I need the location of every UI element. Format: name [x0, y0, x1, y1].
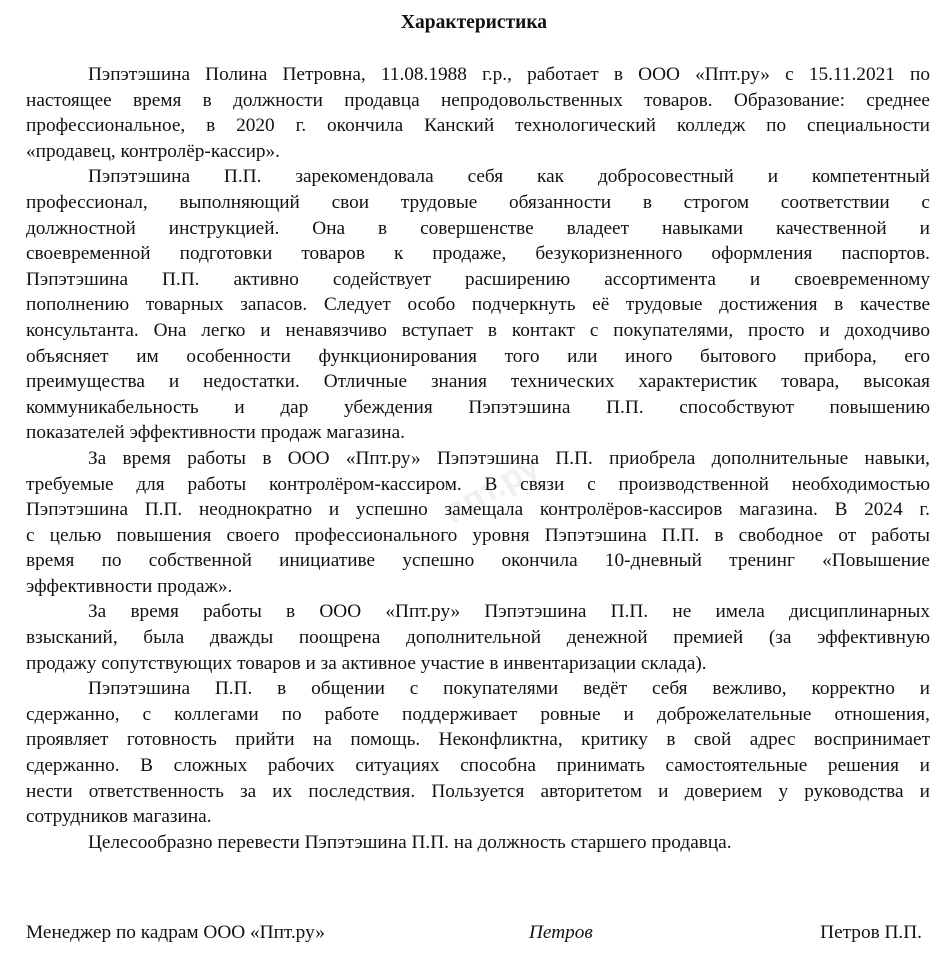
paragraph — [26, 164, 930, 446]
text-line: своевременной подготовки товаров к продаже, безукоризненного оформления паспортов. — [26, 243, 930, 265]
signatory-name: Петров П.П. — [820, 922, 922, 943]
text-line: Пэпэтэшина П.П. активно содействует расширению ассортимента и своевременному — [26, 268, 930, 290]
paragraph — [26, 676, 930, 830]
document-title: Характеристика — [400, 12, 548, 33]
text-line: время по собственной инициативе успешно окончила 10-дневный тренинг «Повышение — [26, 550, 930, 572]
text-line: показателей эффективности продаж магазина. — [26, 422, 405, 444]
paragraph — [26, 830, 930, 856]
text-line: продажу сопутствующих товаров и за активное участие в инвентаризации склада). — [26, 652, 707, 674]
text-line: Целесообразно перевести Пэпэтэшина П.П. на должность старшего продавца. — [88, 831, 732, 853]
handwritten-signature: Петров — [529, 922, 593, 943]
text-line: коммуникабельность и дар убеждения Пэпэтэшина П.П. способствуют повышению — [26, 396, 930, 418]
text-line: объясняет им особенности функционирования того или иного бытового прибора, его — [26, 345, 930, 367]
paragraph — [26, 446, 930, 600]
text-line: Пэпэтэшина П.П. зарекомендовала себя как добросовестный и компетентный — [88, 166, 930, 188]
text-line: консультанта. Она легко и ненавязчиво вступает в контакт с покупателями, просто и доходчиво — [26, 319, 930, 341]
text-line: взысканий, была дважды поощрена дополнительной денежной премией (за эффективную — [26, 627, 930, 649]
text-line: должностной инструкцией. Она в совершенстве владеет навыками качественной и — [26, 217, 930, 239]
text-line: сдержанно. В сложных рабочих ситуациях способна принимать самостоятельные решения и — [26, 755, 930, 777]
text-line: эффективности продаж». — [26, 575, 233, 597]
text-line: профессионал, выполняющий свои трудовые обязанности в строгом соответствии с — [26, 191, 930, 213]
paragraph — [26, 62, 930, 164]
text-line: «продавец, контролёр-кассир». — [26, 140, 281, 162]
text-line: сдержанно, с коллегами по работе поддерживает ровные и доброжелательные отношения, — [26, 703, 930, 725]
text-line: Пэпэтэшина П.П. в общении с покупателями ведёт себя вежливо, корректно и — [88, 678, 930, 700]
text-line: с целью повышения своего профессионального уровня Пэпэтэшина П.П. в свободное от работы — [26, 524, 930, 546]
text-line: настоящее время в должности продавца непродовольственных товаров. Образование: среднее — [26, 89, 930, 111]
text-line: нести ответственность за их последствия. Пользуется авторитетом и доверием у руководства и — [26, 780, 930, 802]
signatory-role: Менеджер по кадрам ООО «Ппт.ру» — [26, 922, 325, 943]
text-line: профессиональное, в 2020 г. окончила Канский технологический колледж по специальности — [26, 115, 930, 137]
document-body — [26, 62, 930, 855]
text-line: требуемые для работы контролёром-кассиром. В связи с производственной необходимостью — [26, 473, 930, 495]
text-line: Пэпэтэшина П.П. неоднократно и успешно замещала контролёров-кассиров магазина. В 2024 г. — [26, 499, 930, 521]
text-line: проявляет готовность прийти на помощь. Неконфликтна, критику в свой адрес воспринимает — [26, 729, 930, 751]
text-line: За время работы в ООО «Ппт.ру» Пэпэтэшина П.П. приобрела дополнительные навыки, — [88, 447, 930, 469]
text-line: Пэпэтэшина Полина Петровна, 11.08.1988 г.р., работает в ООО «Ппт.ру» с 15.11.2021 по — [88, 64, 930, 85]
text-line: пополнению товарных запасов. Следует особо подчеркнуть её трудовые достижения в качестве — [26, 294, 930, 316]
text-line: сотрудников магазина. — [26, 806, 212, 828]
watermark: ппт.ру — [437, 446, 546, 532]
text-line: преимущества и недостатки. Отличные знания технических характеристик товара, высокая — [26, 371, 930, 393]
paragraph — [26, 599, 930, 676]
text-line: За время работы в ООО «Ппт.ру» Пэпэтэшина П.П. не имела дисциплинарных — [88, 601, 930, 623]
